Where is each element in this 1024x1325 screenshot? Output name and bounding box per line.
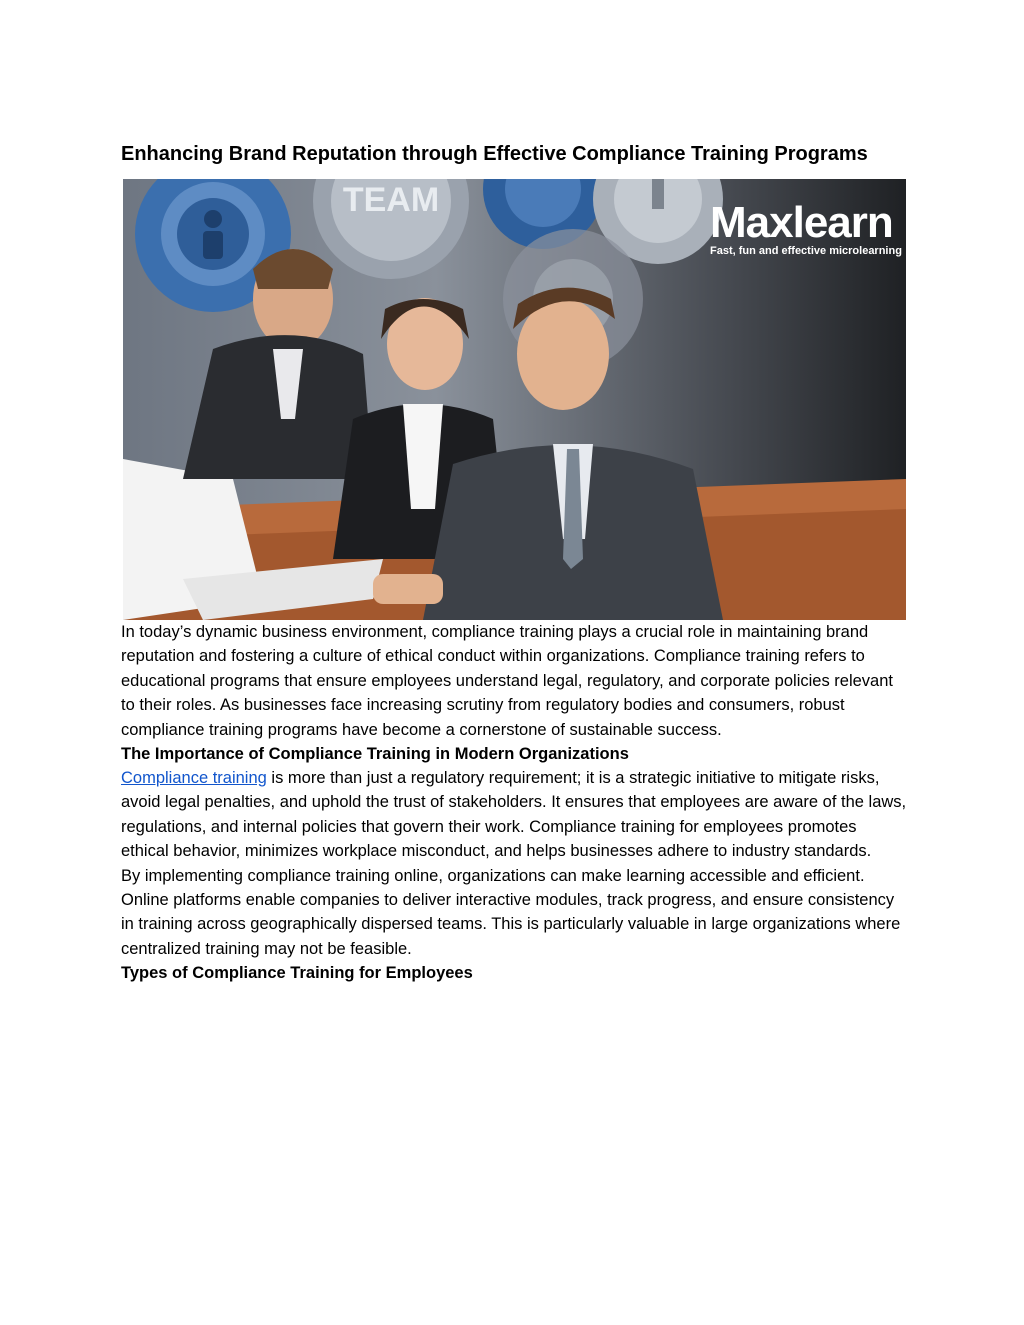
logo-tagline: Fast, fun and effective microlearning [710,245,902,257]
person-icon [203,210,223,259]
paragraph-online: By implementing compliance training online, organizations can make learning accessible and efficient. Online platforms enable companies to deliver interactive modules, track progress, and ensure consistency in training across geographically dispersed teams. This is particularly valuable in large organizations where centralized training may not be feasible. [121,866,901,958]
logo-wordmark: Maxlearn [710,198,893,247]
paragraph-intro: In today’s dynamic business environment, compliance training plays a crucial role in maintaining brand reputation and fostering a culture of ethical conduct within organizations. Compliance training refers to educational programs that ensure employees understand legal, regulatory, and corporate policies relevant to their roles. As businesses face increasing scrutiny from regulatory bodies and consumers, robust compliance training programs have become a cornerstone of sustainable success. [121,623,893,739]
heading-importance: The Importance of Compliance Training in Modern Organizations [121,745,629,764]
document-page [121,140,907,985]
gear-team-label: TEAM [342,181,440,219]
paragraph-importance-text: is more than just a regulatory requirement; it is a strategic initiative to mitigate risks, avoid legal penalties, and uphold the trust of stakeholders. It ensures that employees are aware of the laws, regulations, and internal policies that govern their work. Compliance training for employees promotes ethical behavior, minimizes workplace misconduct, and helps businesses adhere to industry standards. [121,769,907,861]
maxlearn-logo [710,199,902,257]
page-title: Enhancing Brand Reputation through Effective Compliance Training Programs [121,143,868,165]
hero-image [123,179,906,620]
compliance-training-link[interactable]: Compliance training [121,769,267,788]
paragraph-importance [121,766,907,864]
heading-types: Types of Compliance Training for Employees [121,964,473,983]
